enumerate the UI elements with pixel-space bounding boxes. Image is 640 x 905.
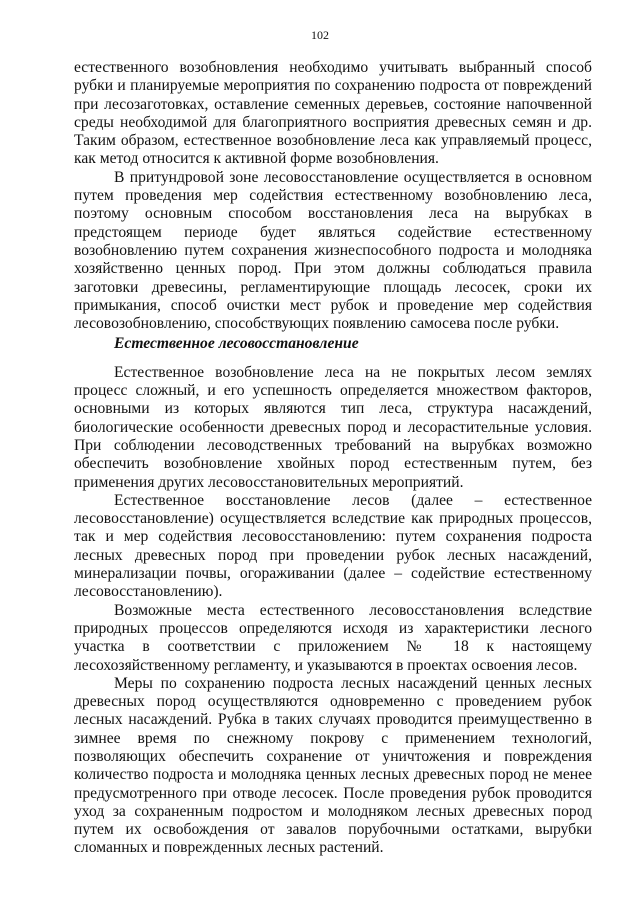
document-body bbox=[74, 59, 592, 858]
page-number: 102 bbox=[311, 28, 329, 42]
paragraph-undergrowth-measures: Меры по сохранению подроста лесных насаждений ценных лесных древесных пород осуществляются одновременно с проведением рубок лесных насаждений. Рубка в таких случаях проводится преимущественно в зимнее время по снежному покрову с применением технологий, позволяющих обеспечить сохранение от уничтожения и повреждения количество подроста и молодняка ценных лесных древесных пород не менее предусмотренного при отводе лесосек. После проведения рубок проводится уход за сохраненным подростом и молодняком лесных древесных пород путем их освобождения от завалов порубочными остатками, вырубки сломанных и поврежденных лесных растений. bbox=[74, 674, 592, 857]
paragraph-possible-places: Возможные места естественного лесовосстановления вследствие природных процессов определяются исходя из характеристики лесного участка в соответствии с приложением № 18 к настоящему лесохозяйственному регламенту, и указываются в проектах освоения лесов. bbox=[74, 601, 592, 674]
section-heading: Естественное лесовосстановление bbox=[114, 335, 359, 353]
paragraph-definition: Естественное восстановление лесов (далее – естественное лесовосстановление) осуществляется вследствие как природных процессов, так и мер содействия лесовосстановлению: путем сохранения подроста лесных древесных пород при проведении рубок лесных насаждений, минерализации почвы, огораживании (далее – содействие естественному лесовосстановлению). bbox=[74, 491, 592, 601]
paragraph-tundra-zone: В притундровой зоне лесовосстановление осуществляется в основном путем проведения мер содействия естественному возобновлению леса, поэтому основным способом восстановления леса на вырубках в предстоящем периоде будет являться содействие естественному возобновлению путем сохранения жизнеспособного подроста и молодняка хозяйственно ценных пород. При этом должны соблюдаться правила заготовки древесины, регламентирующие площадь лесосек, сроки их примыкания, способ очистки мест рубок и проведение мер содействия лесовозобновлению, способствующих появлению самосева после рубки. bbox=[74, 168, 592, 333]
paragraph-continuation: естественного возобновления необходимо учитывать выбранный способ рубки и планируемые мероприятия по сохранению подроста от повреждений при лесозаготовках, оставление семенных деревьев, состояние напочвенной среды необходимой для благоприятного восприятия древесных семян и др. Таким образом, естественное возобновление леса как управляемый процесс, как метод относится к активной форме возобновления. bbox=[74, 59, 592, 168]
paragraph-natural-renewal: Естественное возобновление леса на не покрытых лесом землях процесс сложный, и его успешность определяется множеством факторов, основными из которых являются тип леса, структура насаждений, биологические особенности древесных пород и лесорастительные условия. При соблюдении лесоводственных требований на вырубках возможно обеспечить возобновление хвойных пород естественным путем, без применения других лесовосстановительных мероприятий. bbox=[74, 363, 592, 491]
